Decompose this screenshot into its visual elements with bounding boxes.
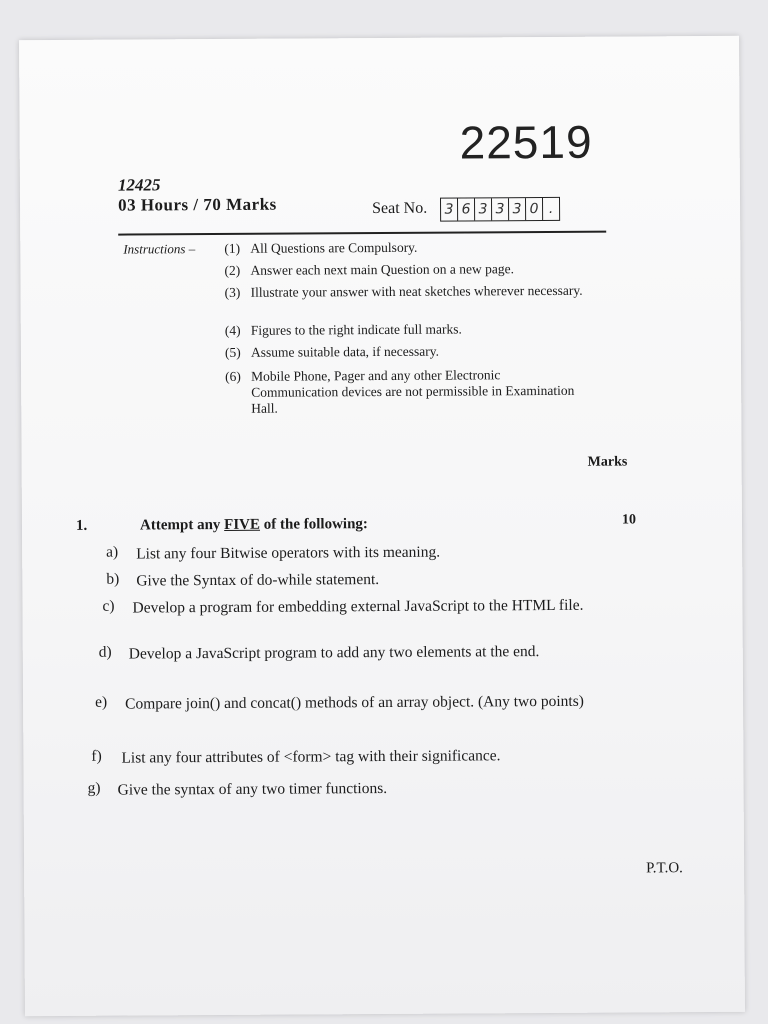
sub-question-text: List any four Bitwise operators with its meaning.: [136, 543, 441, 563]
instruction-number: (1): [224, 240, 241, 256]
question-marks: 10: [621, 512, 637, 528]
sub-question-label: d): [98, 643, 112, 661]
instruction-item: [224, 239, 585, 257]
instructions-label: Instructions –: [123, 241, 196, 257]
instruction-item: [225, 343, 586, 361]
sub-question: [91, 745, 611, 770]
paper-code: 22519: [459, 115, 593, 169]
sub-question: [106, 541, 626, 566]
seat-digit: 3: [475, 198, 492, 220]
exam-paper-sheet: [19, 36, 745, 1016]
instruction-text: Answer each next main Question on a new page.: [250, 261, 515, 278]
instruction-number: (3): [224, 284, 241, 300]
sub-question: [95, 691, 615, 716]
instruction-text: Figures to the right indicate full marks.: [250, 321, 462, 338]
sub-question-label: c): [102, 597, 115, 615]
question-number: 1.: [75, 517, 88, 534]
sub-question-text: Develop a program for embedding external JavaScript to the HTML file.: [132, 596, 584, 617]
sub-question-label: f): [91, 747, 102, 765]
question-title: [140, 516, 368, 534]
seat-digit: 6: [458, 198, 475, 220]
question-title-post: of the following:: [263, 516, 368, 533]
seat-digit: 3: [509, 198, 526, 220]
sub-question: [106, 568, 626, 593]
header-divider: [118, 231, 606, 235]
instruction-number: (4): [224, 322, 241, 338]
seat-digit: 3: [441, 199, 458, 221]
please-turn-over: P.T.O.: [646, 860, 683, 877]
instruction-number: (2): [224, 262, 241, 278]
sub-question-text: Give the syntax of any two timer functions.: [117, 779, 388, 799]
sub-question-text: Give the Syntax of do-while statement.: [136, 571, 380, 590]
sub-question-label: b): [106, 570, 120, 588]
sub-question: [88, 777, 608, 802]
marks-column-heading: Marks: [587, 454, 628, 470]
instruction-number: (6): [225, 368, 241, 384]
seat-digit: 0: [526, 198, 543, 220]
instruction-number: (5): [224, 344, 241, 360]
sub-question-label: e): [95, 693, 108, 711]
seat-digit: 3: [492, 198, 509, 220]
seat-number-label: Seat No.: [372, 199, 428, 218]
instruction-item: [224, 261, 585, 279]
question-title-pre: Attempt any: [139, 516, 221, 534]
instruction-text: All Questions are Compulsory.: [250, 239, 418, 256]
instruction-text: Illustrate your answer with neat sketches wherever necessary.: [250, 282, 583, 300]
instruction-item: [225, 283, 586, 301]
seat-number-boxes: [440, 197, 560, 222]
reference-number: 12425: [117, 175, 161, 195]
instruction-item: [225, 367, 586, 417]
sub-question-label: a): [106, 543, 119, 561]
sub-question: [99, 641, 619, 666]
instruction-item: [225, 321, 586, 339]
duration-marks: 03 Hours / 70 Marks: [117, 194, 277, 215]
instruction-text: Assume suitable data, if necessary.: [250, 343, 440, 360]
sub-question-label: g): [87, 779, 101, 797]
instruction-text: Mobile Phone, Pager and any other Electronic Communication devices are not permissible in Examination Hall.: [251, 367, 575, 416]
sub-question-text: Develop a JavaScript program to add any two elements at the end.: [128, 643, 540, 663]
sub-question: [102, 595, 622, 620]
seat-digit: .: [548, 200, 554, 217]
question-title-emphasis: FIVE: [224, 516, 261, 533]
sub-question-text: Compare join() and concat() methods of an array object. (Any two points): [125, 692, 584, 713]
sub-question-text: List any four attributes of <form> tag with their significance.: [121, 747, 501, 767]
